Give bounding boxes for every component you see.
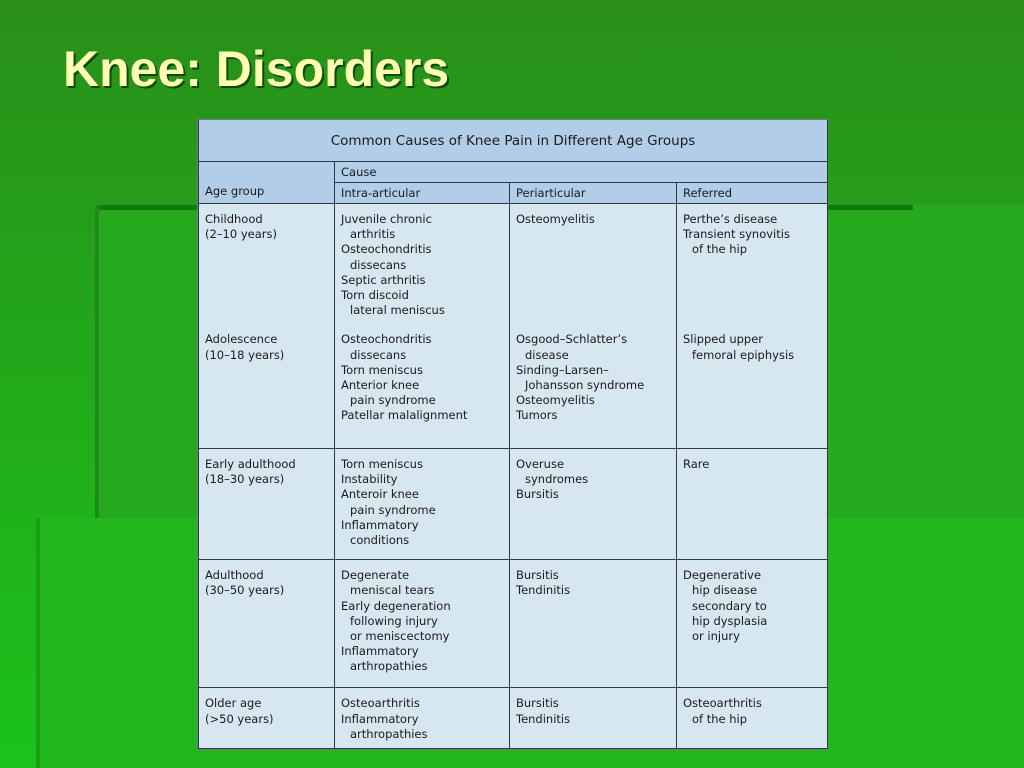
spacer	[516, 258, 670, 273]
cell-line: dissecans	[350, 347, 407, 362]
cell-line: Instability	[341, 472, 398, 487]
cell-line: dissecans	[350, 257, 407, 272]
age-group-cell	[199, 204, 335, 449]
periarticular-cell	[510, 204, 677, 449]
cell-line: Sinding–Larsen–	[516, 362, 609, 377]
cell-line: Torn meniscus	[341, 456, 423, 471]
referred-cell	[677, 560, 828, 688]
background-band-edge	[95, 205, 99, 518]
spacer	[683, 288, 821, 303]
table-row	[199, 560, 828, 688]
cell-line: Degenerative	[683, 568, 762, 583]
cell-line: (>50 years)	[205, 711, 274, 726]
cell-line: meniscal tears	[350, 583, 435, 598]
spacer	[516, 303, 670, 318]
cell-line: Adulthood	[205, 568, 264, 583]
cell-line: Johansson syndrome	[525, 378, 645, 393]
age-group-cell	[199, 688, 335, 749]
header-intra-articular: Intra-articular	[335, 183, 510, 204]
cell-line: lateral meniscus	[350, 303, 445, 318]
periarticular-cell	[510, 560, 677, 688]
cell-line: Early degeneration	[341, 598, 451, 613]
cell-line: of the hip	[692, 242, 748, 257]
cell-line: Bursitis	[516, 568, 559, 583]
table-caption: Common Causes of Knee Pain in Different Age Groups	[199, 120, 828, 162]
header-referred: Referred	[677, 183, 828, 204]
spacer	[683, 318, 821, 332]
cell-line: Inflammatory	[341, 644, 419, 659]
spacer	[205, 273, 328, 288]
age-group-cell	[199, 560, 335, 688]
header-cause: Cause	[335, 162, 828, 183]
cell-line: Childhood	[205, 212, 263, 226]
cell-line: Osteochondritis	[341, 242, 432, 257]
cell-line: Osteoarthritis	[341, 696, 420, 711]
cell-line: Juvenile chronic	[341, 212, 432, 226]
cell-line: following injury	[350, 613, 438, 628]
knee-pain-table	[197, 119, 828, 750]
cell-line: arthropathies	[350, 726, 428, 741]
cell-line: Osteomyelitis	[516, 393, 595, 408]
spacer	[516, 273, 670, 288]
cell-line: Torn meniscus	[341, 362, 423, 377]
cell-line: femoral epiphysis	[692, 347, 795, 362]
cell-line: Osgood–Schlatter’s	[516, 332, 628, 347]
header-age-group: Age group	[199, 162, 335, 204]
intra-articular-cell	[335, 204, 510, 449]
cell-line: Degenerate	[341, 568, 410, 583]
cell-line: pain syndrome	[350, 393, 436, 408]
slide-title: Knee: Disorders	[63, 41, 450, 97]
spacer	[341, 318, 503, 332]
table-row	[199, 204, 828, 449]
cell-line: hip disease	[692, 583, 758, 598]
spacer	[205, 288, 328, 303]
cell-line: Transient synovitis	[683, 227, 790, 242]
cell-line: Patellar malalignment	[341, 408, 468, 423]
cell-line: Tendinitis	[516, 583, 571, 598]
spacer	[516, 288, 670, 303]
spacer	[516, 318, 670, 332]
cell-line: Bursitis	[516, 487, 559, 502]
cell-line: Anterior knee	[341, 378, 420, 393]
cell-line: Early adulthood	[205, 456, 296, 471]
cell-line: Overuse	[516, 456, 565, 471]
cell-line: conditions	[350, 532, 410, 547]
cell-line: Bursitis	[516, 696, 559, 711]
causes-table	[198, 120, 828, 749]
spacer	[205, 303, 328, 318]
cell-line: Tendinitis	[516, 711, 571, 726]
cell-line: Osteochondritis	[341, 332, 432, 347]
cell-line: Rare	[683, 456, 710, 471]
spacer	[205, 242, 328, 257]
cell-line: Older age	[205, 696, 262, 711]
cell-line: syndromes	[525, 472, 589, 487]
cell-line: (2–10 years)	[205, 227, 277, 242]
cell-line: or injury	[692, 629, 740, 644]
cell-line: hip dysplasia	[692, 613, 768, 628]
cell-line: Inflammatory	[341, 711, 419, 726]
cell-line: arthropathies	[350, 659, 428, 674]
cell-line: (30–50 years)	[205, 583, 285, 598]
table-body	[199, 204, 828, 749]
spacer	[205, 318, 328, 332]
cell-line: secondary to	[692, 598, 767, 613]
cell-line: Osteomyelitis	[516, 212, 595, 226]
spacer	[516, 242, 670, 257]
cell-line: Septic arthritis	[341, 272, 426, 287]
referred-cell	[677, 204, 828, 449]
spacer	[683, 273, 821, 288]
spacer	[683, 258, 821, 273]
cell-line: Tumors	[516, 408, 558, 423]
intra-articular-cell	[335, 448, 510, 559]
cell-line: pain syndrome	[350, 502, 436, 517]
cell-line: Osteoarthritis	[683, 696, 762, 711]
periarticular-cell	[510, 448, 677, 559]
header-periarticular: Periarticular	[510, 183, 677, 204]
cell-line: Torn discoid	[341, 288, 409, 303]
age-group-cell	[199, 448, 335, 559]
referred-cell	[677, 448, 828, 559]
cell-line: Slipped upper	[683, 332, 764, 347]
intra-articular-cell	[335, 560, 510, 688]
cell-line: Adolescence	[205, 332, 278, 347]
cell-line: Perthe’s disease	[683, 212, 778, 226]
cell-line: or meniscectomy	[350, 629, 450, 644]
background-band-lower-edge	[36, 518, 40, 768]
intra-articular-cell	[335, 688, 510, 749]
periarticular-cell	[510, 688, 677, 749]
cell-line: (18–30 years)	[205, 472, 285, 487]
table-row	[199, 448, 828, 559]
cell-line: (10–18 years)	[205, 347, 285, 362]
referred-cell	[677, 688, 828, 749]
cell-line: disease	[525, 347, 569, 362]
cell-line: of the hip	[692, 711, 748, 726]
cell-line: arthritis	[350, 227, 396, 242]
spacer	[516, 227, 670, 242]
spacer	[683, 303, 821, 318]
cell-line: Anteroir knee	[341, 487, 419, 502]
spacer	[205, 258, 328, 273]
cell-line: Inflammatory	[341, 517, 419, 532]
table-row	[199, 688, 828, 749]
